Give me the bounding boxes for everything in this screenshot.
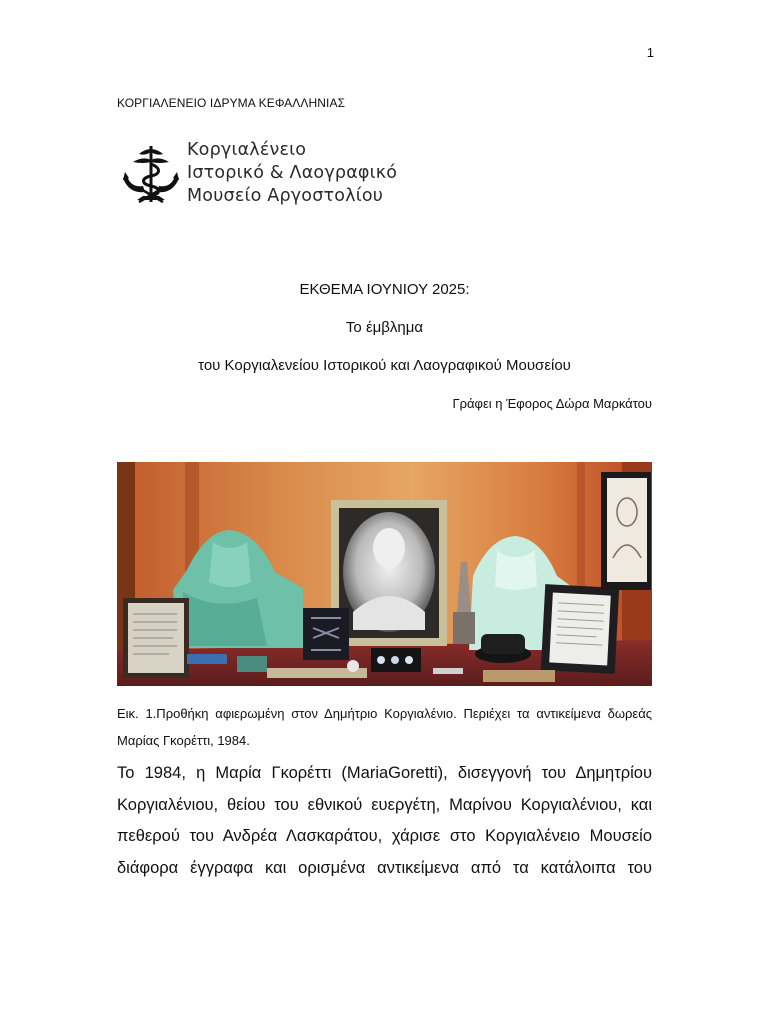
- logo-line-3: Μουσείο Αργοστολίου: [187, 186, 384, 206]
- logo-line-1: Κοργιαλένειο: [187, 140, 307, 160]
- exhibit-subtitle-2: του Κοργιαλενείου Ιστορικού και Λαογραφικού Μουσείου: [198, 357, 571, 374]
- logo-line-2: Ιστορικό & Λαογραφικό: [187, 163, 398, 183]
- body-paragraph: Το 1984, η Μαρία Γκορέττι (MariaGoretti), δισεγγονή του Δημητρίου Κοργιαλένιου, θείου του εθνικού ευεργέτη, Μαρίνου Κοργιαλένιου, και πεθερού του Ανδρέα Λασκαράτου, χάρισε στο Κοργιαλένειο Μουσείο διάφορα έγγραφα και ορισμένα αντικείμενα από τα κατάλοιπα του: [117, 764, 652, 877]
- emblem-icon: [119, 142, 183, 206]
- display-case-image: [117, 462, 652, 686]
- exhibit-title: ΕΚΘΕΜΑ ΙΟΥΝΙΟΥ 2025:: [299, 281, 470, 298]
- author-line: Γράφει η Έφορος Δώρα Μαρκάτου: [452, 396, 652, 411]
- institution-header: ΚΟΡΓΙΑΛΕΝΕΙΟ ΙΔΡΥΜΑ ΚΕΦΑΛΛΗΝΙΑΣ: [117, 96, 346, 110]
- museum-display-case-photo: [117, 462, 652, 686]
- museum-logo: [117, 140, 407, 210]
- page-number: 1: [646, 45, 654, 60]
- exhibit-subtitle: Το έμβλημα: [345, 319, 424, 336]
- figure-caption: Εικ. 1.Προθήκη αφιερωμένη στον Δημήτριο Κοργιαλένιο. Περιέχει τα αντικείμενα δωρεάς Μαρίας Γκορέττι, 1984.: [117, 706, 652, 748]
